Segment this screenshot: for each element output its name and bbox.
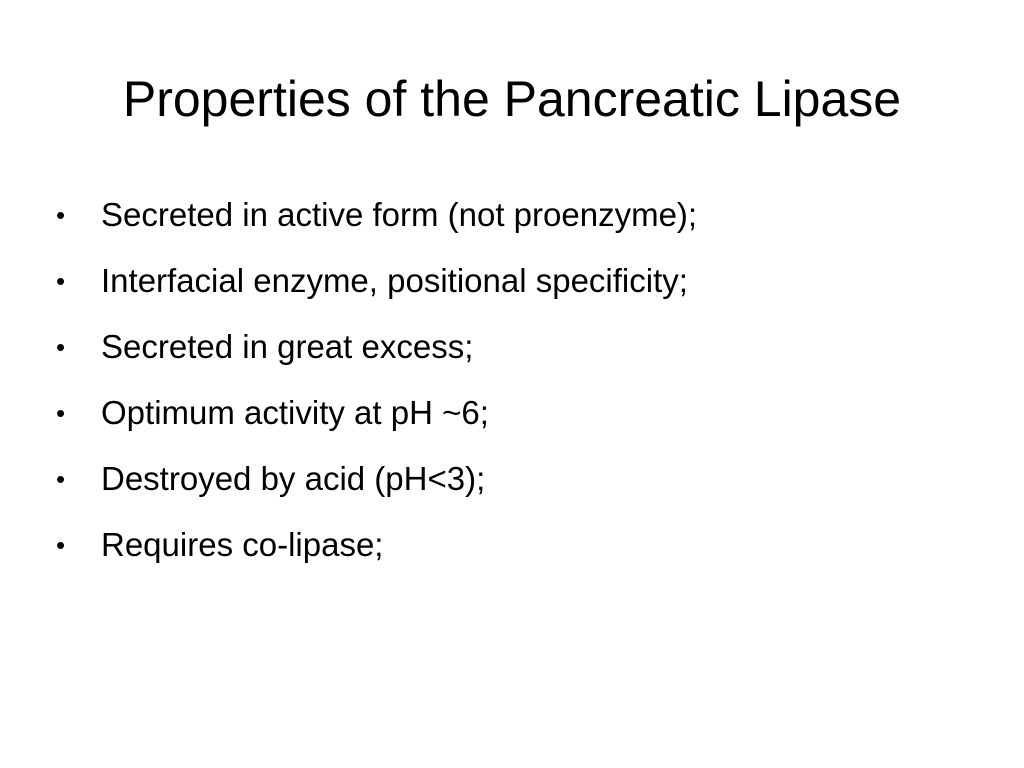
bullet-text: Requires co-lipase;: [101, 526, 384, 563]
bullet-item: [56, 512, 976, 578]
bullet-item: [56, 182, 976, 248]
bullet-item: [56, 248, 976, 314]
bullet-text: Secreted in active form (not proenzyme);: [101, 196, 698, 233]
bullet-item: [56, 314, 976, 380]
bullet-text: Destroyed by acid (pH<3);: [101, 460, 486, 497]
bullet-icon: •: [56, 266, 66, 296]
bullet-list: [56, 182, 976, 578]
bullet-text: Interfacial enzyme, positional specificity;: [101, 262, 688, 299]
bullet-icon: •: [56, 200, 66, 230]
bullet-icon: •: [56, 398, 66, 428]
bullet-icon: •: [56, 332, 66, 362]
bullet-item: [56, 446, 976, 512]
slide-title: Properties of the Pancreatic Lipase: [122, 71, 902, 127]
bullet-text: Secreted in great excess;: [101, 328, 474, 365]
bullet-icon: •: [56, 464, 66, 494]
bullet-icon: •: [56, 530, 66, 560]
bullet-item: [56, 380, 976, 446]
bullet-text: Optimum activity at pH ~6;: [101, 394, 489, 431]
